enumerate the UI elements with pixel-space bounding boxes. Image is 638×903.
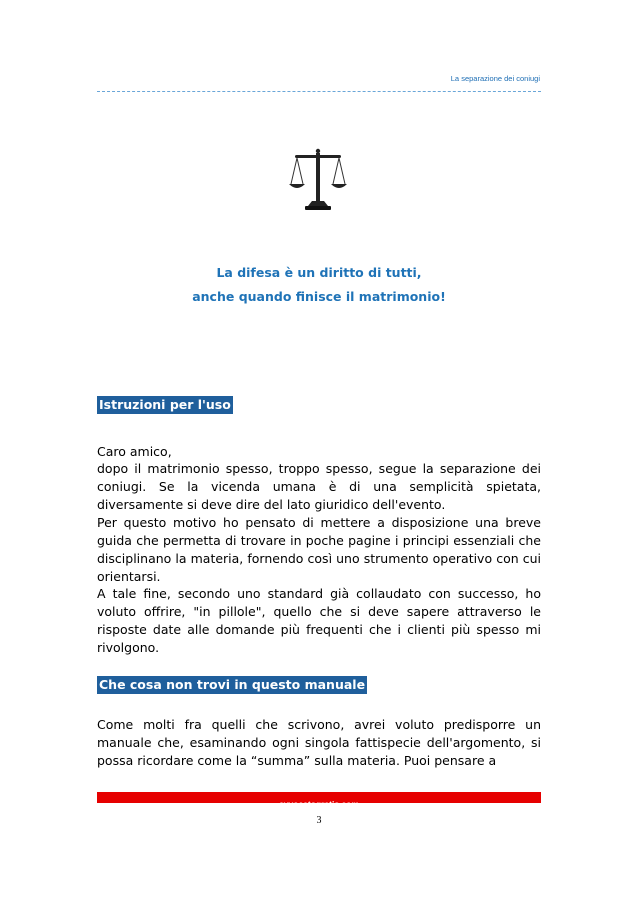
running-header: La separazione dei coniugi [450, 74, 540, 83]
page-number: 3 [316, 815, 322, 826]
paragraph-intro: dopo il matrimonio spesso, troppo spesso, segue la separazione dei coniugi. Se la vicenda umana è di una semplicità spietata, diversamente si deve dire del lato giuridico dell'evento. [97, 461, 541, 512]
footer-bar [97, 792, 541, 809]
paragraph-approach: A tale fine, secondo uno standard già collaudato con successo, ho voluto offrire, "in pillole", quello che si deve sapere attraverso le risposte date alle domande più frequenti che i clienti più spesso mi rivolgono. [97, 586, 541, 655]
header-divider [97, 91, 541, 92]
footer-website-link[interactable]: avvocatogratis.com [279, 799, 359, 809]
not-found-heading: Che cosa non trovi in questo manuale [99, 677, 366, 692]
motto-line-1: La difesa è un diritto di tutti, [216, 265, 422, 280]
scales-of-justice-icon [288, 148, 348, 212]
paragraph-purpose: Per questo motivo ho pensato di mettere a disposizione una breve guida che permetta di trovare in poche pagine i principi essenziali che disciplinano la materia, fornendo così uno strumento operativo con cui orientarsi. [97, 515, 541, 584]
salutation: Caro amico, [97, 444, 172, 459]
instructions-heading: Istruzioni per l'uso [99, 397, 231, 412]
paragraph-scope: Come molti fra quelli che scrivono, avrei voluto predisporre un manuale che, esaminando ogni singola fattispecie dell'argomento, si possa ricordare come la “summa” sulla materia. Puoi pensare a [97, 717, 541, 768]
motto-line-2: anche quando finisce il matrimonio! [192, 289, 446, 304]
